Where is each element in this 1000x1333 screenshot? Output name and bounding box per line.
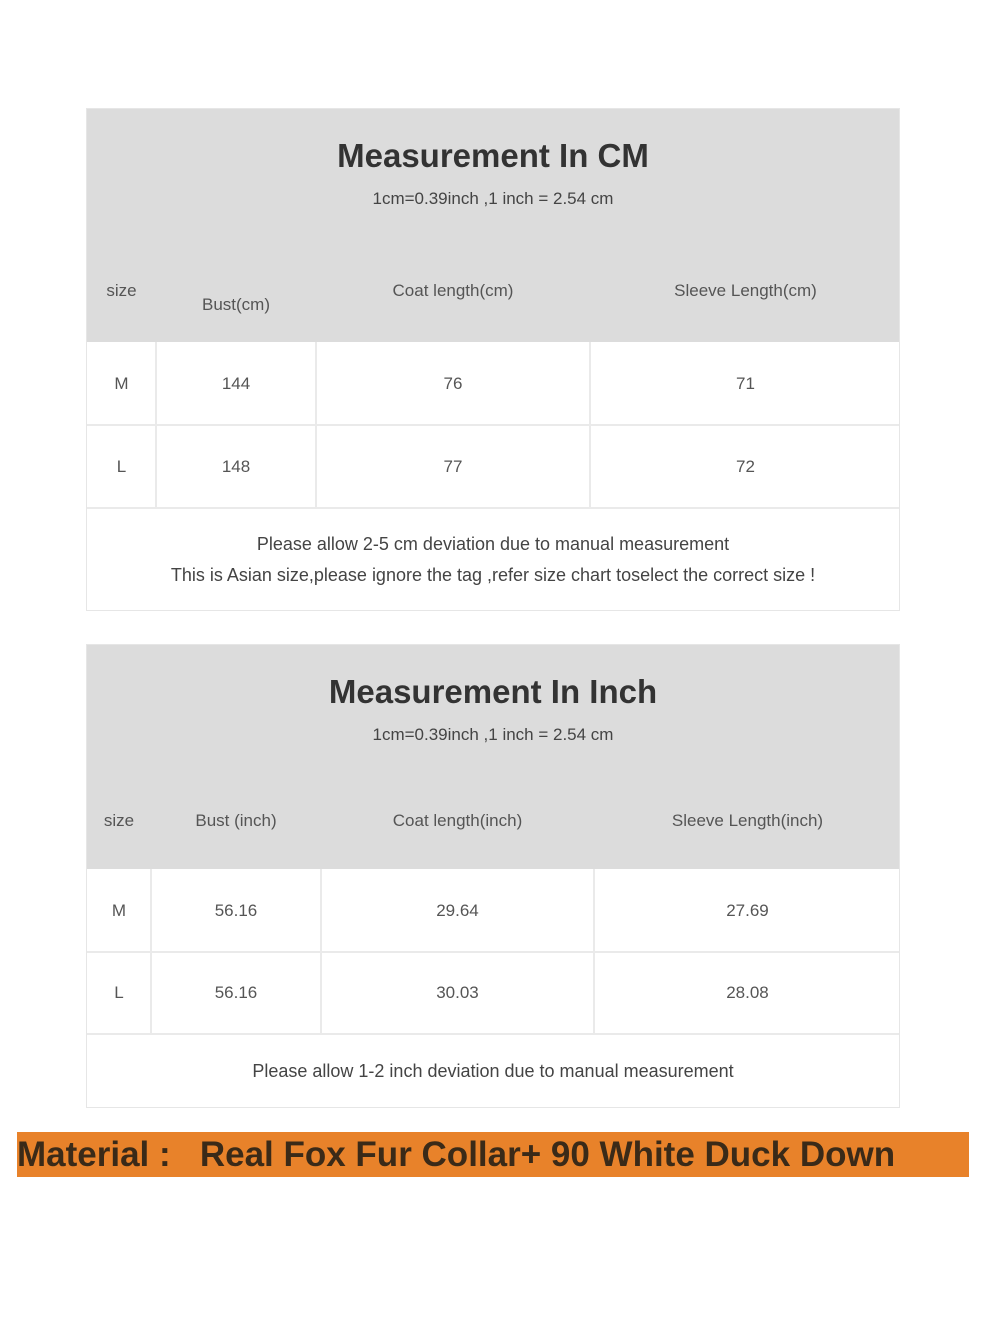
note-line: This is Asian size,please ignore the tag ,refer size chart toselect the correct size ! <box>170 565 816 585</box>
divider <box>87 507 899 509</box>
inch-size-table <box>86 644 900 1108</box>
header-bust: Bust(cm) <box>202 295 270 314</box>
cell-coat-length: 77 <box>443 457 463 476</box>
cell-sleeve-length: 71 <box>736 374 755 393</box>
header-size: size <box>103 811 135 830</box>
cell-bust: 144 <box>221 374 251 393</box>
cell-sleeve-length: 27.69 <box>726 901 769 920</box>
divider <box>87 424 899 426</box>
cm-table-note <box>87 529 899 591</box>
cell-size: M <box>111 901 127 920</box>
cm-table-title: Measurement In CM <box>337 137 649 174</box>
cell-sleeve-length: 28.08 <box>726 983 769 1002</box>
header-size: size <box>106 281 137 300</box>
note-line: Please allow 1-2 inch deviation due to manual measurement <box>252 1061 734 1081</box>
cell-sleeve-length: 72 <box>736 457 755 476</box>
header-bust: Bust (inch) <box>195 811 277 830</box>
inch-table-note <box>87 1056 899 1087</box>
cm-table-subtitle: 1cm=0.39inch ,1 inch = 2.54 cm <box>372 189 614 208</box>
inch-table-subtitle: 1cm=0.39inch ,1 inch = 2.54 cm <box>372 725 614 744</box>
divider <box>87 951 899 953</box>
cell-bust: 148 <box>221 457 251 476</box>
header-coat-length: Coat length(inch) <box>392 811 523 830</box>
inch-table-title: Measurement In Inch <box>328 673 658 710</box>
cell-size: L <box>114 983 124 1002</box>
cell-size: L <box>116 457 127 476</box>
cell-bust: 56.16 <box>214 901 258 920</box>
cell-size: M <box>114 374 129 393</box>
header-coat-length: Coat length(cm) <box>392 281 514 300</box>
divider <box>87 1033 899 1035</box>
material-banner: Material : Real Fox Fur Collar+ 90 White Duck Down <box>17 1132 969 1177</box>
header-sleeve-length: Sleeve Length(cm) <box>674 281 817 300</box>
cell-bust: 56.16 <box>214 983 258 1002</box>
cell-coat-length: 30.03 <box>436 983 479 1002</box>
cm-size-table <box>86 108 900 611</box>
cell-coat-length: 29.64 <box>436 901 479 920</box>
cell-coat-length: 76 <box>443 374 463 393</box>
header-sleeve-length: Sleeve Length(inch) <box>671 811 824 830</box>
note-line: Please allow 2-5 cm deviation due to manual measurement <box>256 534 730 554</box>
